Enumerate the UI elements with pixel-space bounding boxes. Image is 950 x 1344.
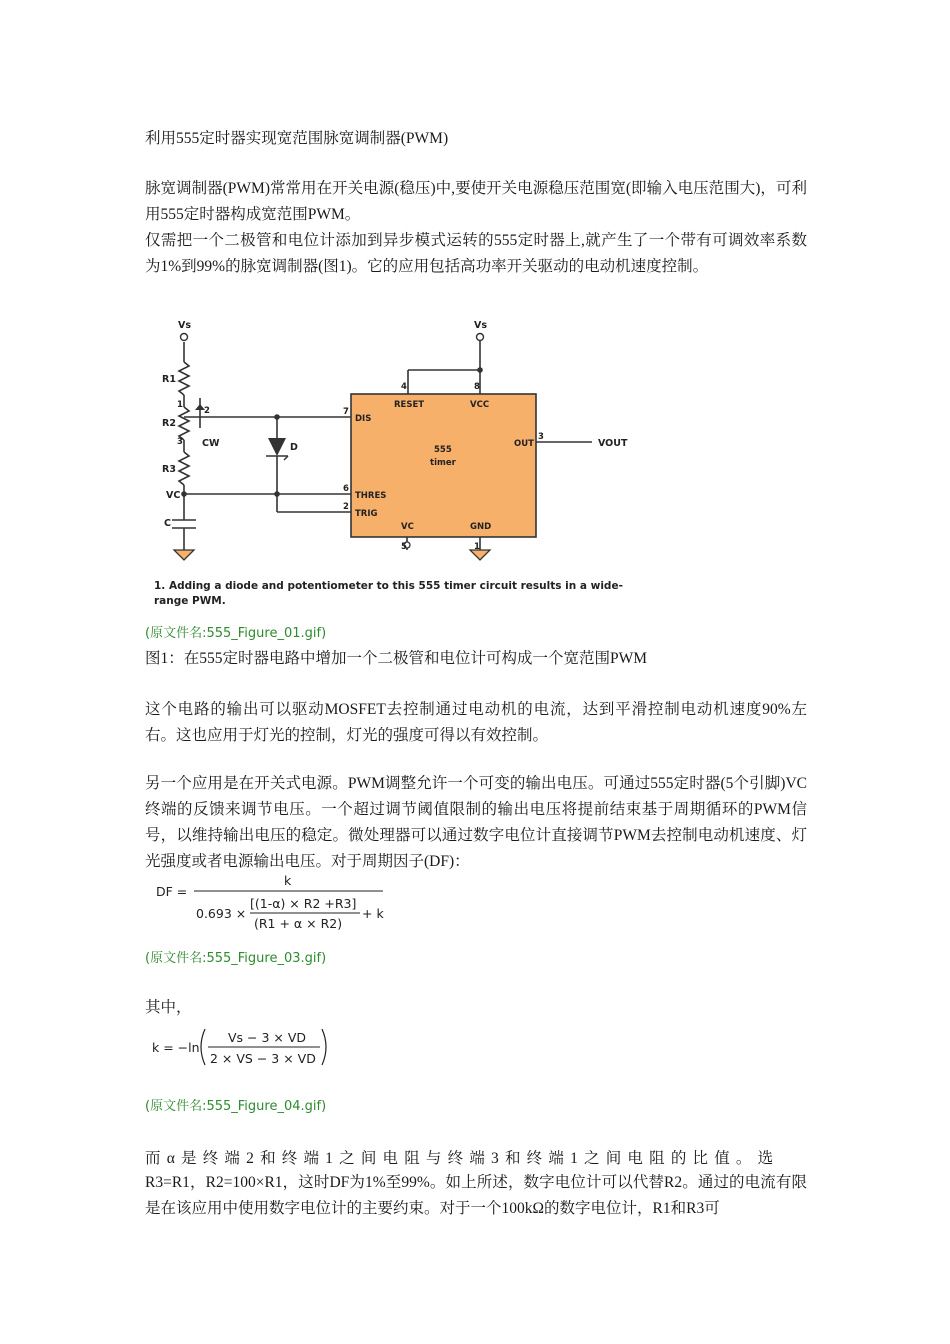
paragraph-intro: 脉宽调制器(PWM)常常用在开关电源(稳压)中,要使开关电源稳压范围宽(即输入电压范围大)，可利用555定时器构成宽范围PWM。	[145, 180, 807, 223]
label-thres: THRES	[355, 491, 387, 501]
label-cw: CW	[202, 438, 220, 449]
paragraph-switching-supply: 另一个应用是在开关式电源。PWM调整允许一个可变的输出电压。可通过555定时器(5个引脚)VC终端的反馈来调节电压。一个超过调节阈值限制的输出电压将提前结束基于周期循环的PWM信号，以维持输出电压的稳定。微处理器可以通过数字电位计直接调节PWM去控制电动机速度、灯光强度或者电源输出电压。对于周期因子(DF)：	[145, 775, 807, 870]
label-timer: timer	[430, 458, 456, 468]
label-trig: TRIG	[355, 509, 378, 519]
k-formula	[150, 1025, 340, 1071]
svg-text:2: 2	[204, 406, 210, 416]
svg-text:[(1-α) × R2 +R3]: [(1-α) × R2 +R3]	[250, 896, 357, 911]
ground-symbol-right	[470, 550, 490, 560]
label-vcc: VCC	[470, 400, 490, 410]
svg-text:7: 7	[343, 407, 349, 417]
label-vc-pin: VC	[401, 522, 414, 532]
paragraph-diode-pot: 仅需把一个二极管和电位计添加到异步模式运转的555定时器上,就产生了一个带有可调效率系数为1%到99%的脉宽调制器(图1)。它的应用包括高功率开关驱动的电动机速度控制。	[145, 232, 807, 275]
circuit-schematic-figure	[140, 310, 660, 615]
svg-text:1: 1	[474, 542, 480, 552]
svg-text:k = −ln: k = −ln	[152, 1040, 200, 1055]
figure1-chinese-caption: 图1：在555定时器电路中增加一个二极管和电位计可构成一个宽范围PWM	[145, 650, 648, 667]
label-vs-right: Vs	[474, 320, 488, 331]
figure-caption-line1: 1. Adding a diode and potentiometer to this 555 timer circuit results in a wide-	[154, 580, 623, 592]
paragraph-where: 其中，	[145, 999, 192, 1016]
diode-symbol	[268, 438, 286, 456]
label-r1: R1	[162, 374, 176, 385]
svg-text:3: 3	[177, 437, 183, 447]
label-vc: VC	[166, 490, 181, 501]
figure1-source-filename: (原文件名:555_Figure_01.gif)	[145, 626, 327, 641]
svg-text:4: 4	[401, 382, 407, 392]
svg-text:DF =: DF =	[156, 884, 188, 899]
svg-text:2: 2	[343, 502, 349, 512]
svg-text:3: 3	[538, 432, 544, 442]
label-timer-555: 555	[434, 445, 452, 455]
label-r3: R3	[162, 464, 176, 475]
paragraph-alpha-line1: 而α是终端2和终端1之间电阻与终端3和终端1之间电阻的比值。选	[145, 1150, 780, 1167]
svg-text:0.693 ×: 0.693 ×	[196, 906, 247, 921]
svg-text:5: 5	[401, 542, 407, 552]
label-dis: DIS	[355, 414, 372, 424]
svg-text:8: 8	[474, 382, 480, 392]
svg-text:+ k: + k	[362, 906, 384, 921]
svg-text:k: k	[284, 873, 292, 888]
paragraph-alpha-cont: R3=R1，R2=100×R1，这时DF为1%至99%。如上所述，数字电位计可以代替R2。通过的电流有限是在该应用中使用数字电位计的主要约束。对于一个100kΩ的数字电位计，R1和R3可	[145, 1174, 807, 1217]
label-out: OUT	[514, 439, 534, 449]
paragraph-mosfet: 这个电路的输出可以驱动MOSFET去控制通过电动机的电流，达到平滑控制电动机速度90%左右。这也应用于灯光的控制，灯光的强度可得以有效控制。	[145, 701, 807, 744]
df-formula	[150, 870, 400, 936]
svg-text:(R1 + α × R2): (R1 + α × R2)	[254, 916, 343, 931]
label-r2: R2	[162, 418, 176, 429]
label-gnd: GND	[470, 522, 492, 532]
figure3-source-filename: (原文件名:555_Figure_03.gif)	[145, 951, 327, 966]
figure4-source-filename: (原文件名:555_Figure_04.gif)	[145, 1099, 327, 1114]
ground-symbol-left	[174, 550, 194, 560]
document-title: 利用555定时器实现宽范围脉宽调制器(PWM)	[145, 130, 449, 147]
svg-text:2 × VS − 3 × VD: 2 × VS − 3 × VD	[210, 1051, 316, 1066]
figure-caption-line2: range PWM.	[154, 595, 226, 607]
svg-text:Vs − 3 × VD: Vs − 3 × VD	[228, 1030, 307, 1045]
label-d: D	[290, 442, 298, 453]
svg-text:1: 1	[177, 400, 183, 410]
label-vout: VOUT	[598, 438, 628, 449]
svg-text:6: 6	[343, 484, 349, 494]
label-vs-left: Vs	[178, 320, 192, 331]
label-c: C	[164, 518, 171, 529]
label-reset: RESET	[394, 400, 425, 410]
